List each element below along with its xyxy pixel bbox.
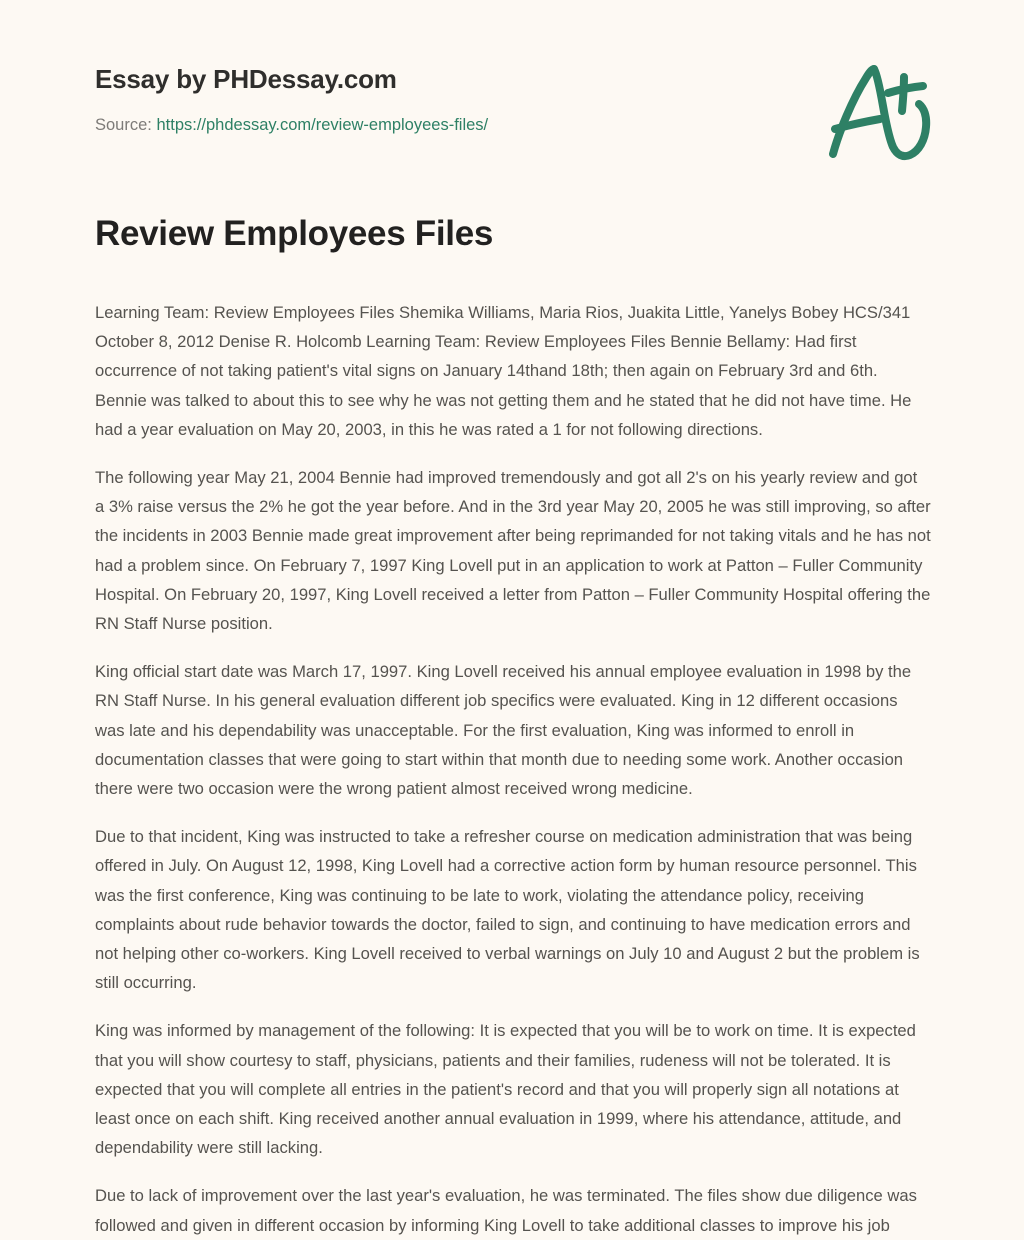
essay-body (95, 298, 931, 1240)
brand-title: Essay by PHDessay.com (95, 64, 397, 94)
paragraph: The following year May 21, 2004 Bennie had improved tremendously and got all 2's on his yearly review and got a 3% raise versus the 2% he got the year before. And in the 3rd year May 20, 2005 he was still improving, so after the incidents in 2003 Bennie made great improvement after being reprimanded for not taking vitals and he has not had a problem since. On February 7, 1997 King Lovell put in an application to work at Patton – Fuller Community Hospital. On February 20, 1997, King Lovell received a letter from Patton – Fuller Community Hospital offering the RN Staff Nurse position. (95, 468, 931, 634)
paragraph: King official start date was March 17, 1997. King Lovell received his annual employee evaluation in 1998 by the RN Staff Nurse. In his general evaluation different job specifics were evaluated. King in 12 different occasions was late and his dependability was unacceptable. For the first evaluation, King was informed to enroll in documentation classes that were going to start within that month due to needing some work. Another occasion there were two occasion were the wrong patient almost received wrong medicine. (95, 662, 912, 799)
paragraph: Learning Team: Review Employees Files Shemika Williams, Maria Rios, Juakita Little, Yanelys Bobey HCS/341 October 8, 2012 Denise R. Holcomb Learning Team: Review Employees Files Bennie Bellamy: Had first occurrence of not taking patient's vital signs on January 14thand 18th; then again on February 3rd and 6th. Bennie was talked to about this to see why he was not getting them and he stated that he did not have time. He had a year evaluation on May 20, 2003, in this he was rated a 1 for not following directions. (95, 303, 912, 439)
source-link[interactable]: https://phdessay.com/review-employees-files/ (156, 116, 489, 134)
a-plus-handwritten-icon (818, 56, 940, 168)
paragraph: Due to that incident, King was instructed to take a refresher course on medication administration that was being offered in July. On August 12, 1998, King Lovell had a corrective action form by human resource personnel. This was the first conference, King was continuing to be late to work, violating the attendance policy, receiving complaints about rude behavior towards the doctor, failed to sign, and continuing to have medication errors and not helping other co-workers. King Lovell received to verbal warnings on July 10 and August 2 but the problem is still occurring. (95, 827, 920, 993)
a-plus-logo (818, 56, 940, 168)
essay-article (95, 212, 931, 1240)
source-label: Source: (95, 116, 152, 134)
page-title: Review Employees Files (95, 214, 494, 253)
source-line (95, 114, 940, 136)
paragraph: Due to lack of improvement over the last year's evaluation, he was terminated. The files show due diligence was followed and given in different occasion by informing King Lovell to take additional classes to improve his job (95, 1186, 917, 1235)
paragraph: King was informed by management of the following: It is expected that you will be to work on time. It is expected that you will show courtesy to staff, physicians, patients and their families, rudeness will not be tolerated. It is expected that you will complete all entries in the patient's record and that you will properly sign all notations at least once on each shift. King received another annual evaluation in 1999, where his attendance, attitude, and dependability were still lacking. (95, 1021, 916, 1158)
page-header (95, 62, 940, 172)
